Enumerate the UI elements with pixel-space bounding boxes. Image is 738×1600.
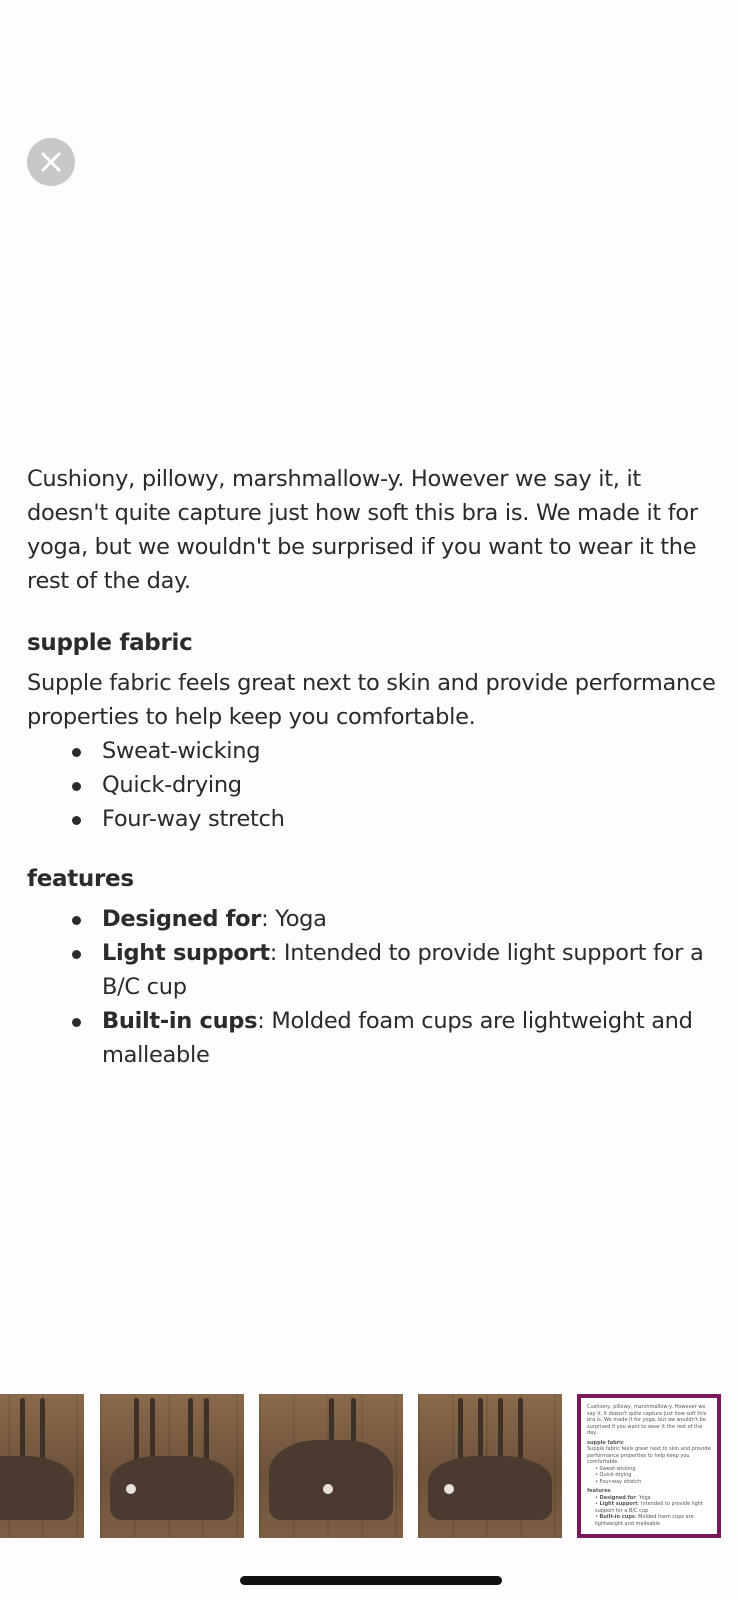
- feature-label: Light support: [102, 940, 270, 966]
- thumbnail-1[interactable]: [0, 1394, 84, 1538]
- supple-fabric-text: Supple fabric feels great next to skin and provide performance properties to help keep you comfortable.: [27, 670, 716, 730]
- list-item: Sweat-wicking: [72, 734, 717, 768]
- list-item: [72, 936, 717, 1004]
- close-icon: [40, 151, 62, 173]
- thumbnail-5-selected[interactable]: [577, 1394, 721, 1538]
- features-list: [72, 902, 717, 1072]
- thumbnail-strip[interactable]: [0, 1394, 738, 1538]
- supple-fabric-list: [72, 734, 717, 836]
- thumbnail-3[interactable]: [259, 1394, 403, 1538]
- intro-text: Cushiony, pillowy, marshmallow-y. However we say it, it doesn't quite capture just how soft this bra is. We made it for yoga, but we wouldn't be surprised if you want to wear it the rest of the day.: [27, 466, 698, 594]
- feature-text: : Yoga: [261, 906, 327, 932]
- thumbnail-text-preview: Cushiony, pillowy, marshmallow-y. However we say it, it doesn't quite capture just how soft this bra is. We made it for yoga, but we wouldn't be surprised if you want to wear it the rest of the day. supple fabric Supple fabric feels great next to skin and provide performance properties to help keep you comfortable. • Sweat-wicking • Quick-drying • Four-way stretch features • Designed for: Yoga • Light support: Intended to provide light support for a B/C cup • Built-in cups: Molded foam cups are lightweight and malleable: [587, 1404, 711, 1527]
- supple-fabric-title: supple fabric: [27, 630, 193, 656]
- list-item: [72, 902, 717, 936]
- feature-text: : Molded foam cups are lightweight and malleable: [102, 1008, 693, 1068]
- feature-text: : Intended to provide light support for a B/C cup: [102, 940, 704, 1000]
- home-indicator: [240, 1576, 502, 1585]
- product-description: [27, 462, 717, 1072]
- features-title: features: [27, 866, 134, 892]
- thumbnail-2[interactable]: [100, 1394, 244, 1538]
- feature-label: Designed for: [102, 906, 262, 932]
- list-item: Quick-drying: [72, 768, 717, 802]
- feature-label: Built-in cups: [102, 1008, 258, 1034]
- thumbnail-4[interactable]: [418, 1394, 562, 1538]
- list-item: Four-way stretch: [72, 802, 717, 836]
- list-item: [72, 1004, 717, 1072]
- close-button[interactable]: [27, 138, 75, 186]
